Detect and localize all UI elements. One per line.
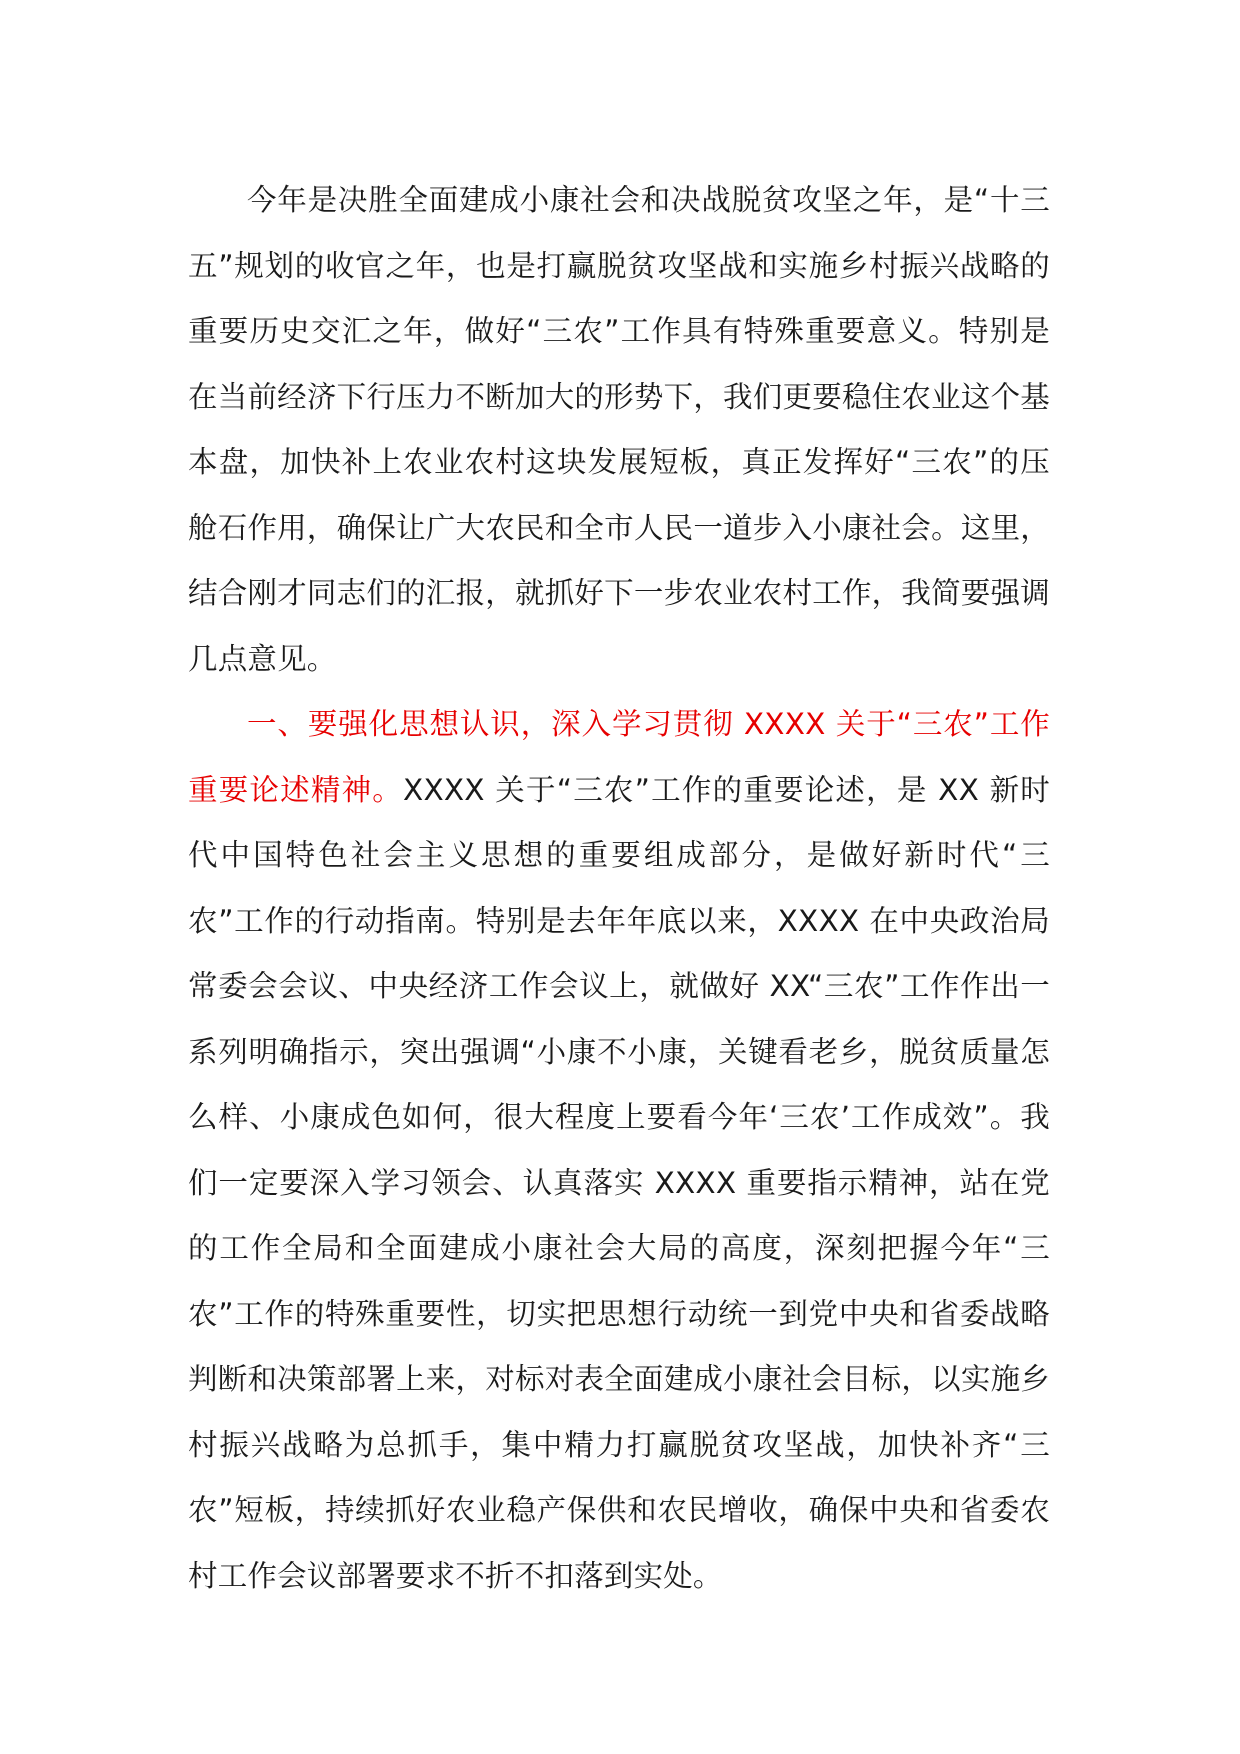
section-1-body: XXXX 关于“三农”工作的重要论述，是 XX 新时代中国特色社会主义思想的重要组成部分，是做好新时代“三农”工作的行动指南。特别是去年年底以来，XXXX 在中央政治局常委会会议、中央经济工作会议上，就做好 XX“三农”工作作出一系列明确指示，突出强调“小康不小康，关键看老乡，脱贫质量怎么样、小康成色如何，很大程度上要看今年‘三农’工作成效”。我们一定要深入学习领会、认真落实 XXXX 重要指示精神，站在党的工作全局和全面建成小康社会大局的高度，深刻把握今年“三农”工作的特殊重要性，切实把思想行动统一到党中央和省委战略判断和决策部署上来，对标对表全面建成小康社会目标，以实施乡村振兴战略为总抓手，集中精力打赢脱贫攻坚战，加快补齐“三农”短板，持续抓好农业稳产保供和农民增收，确保中央和省委农村工作会议部署要求不折不扣落到实处。	[188, 772, 1051, 1593]
section-1-paragraph	[188, 692, 1050, 1609]
intro-paragraph: 今年是决胜全面建成小康社会和决战脱贫攻坚之年，是“十三五”规划的收官之年，也是打赢脱贫攻坚战和实施乡村振兴战略的重要历史交汇之年，做好“三农”工作具有特殊重要意义。特别是在当前经济下行压力不断加大的形势下，我们更要稳住农业这个基本盘，加快补上农业农村这块发展短板，真正发挥好“三农”的压舱石作用，确保让广大农民和全市人民一道步入小康社会。这里，结合刚才同志们的汇报，就抓好下一步农业农村工作，我简要强调几点意见。	[188, 183, 1050, 676]
section-1-heading: 一、要强化思想认识，深入学习贯彻 XXXX 关于“三农”工作重要论述精神。	[188, 707, 1050, 807]
document-body	[188, 168, 1050, 1609]
